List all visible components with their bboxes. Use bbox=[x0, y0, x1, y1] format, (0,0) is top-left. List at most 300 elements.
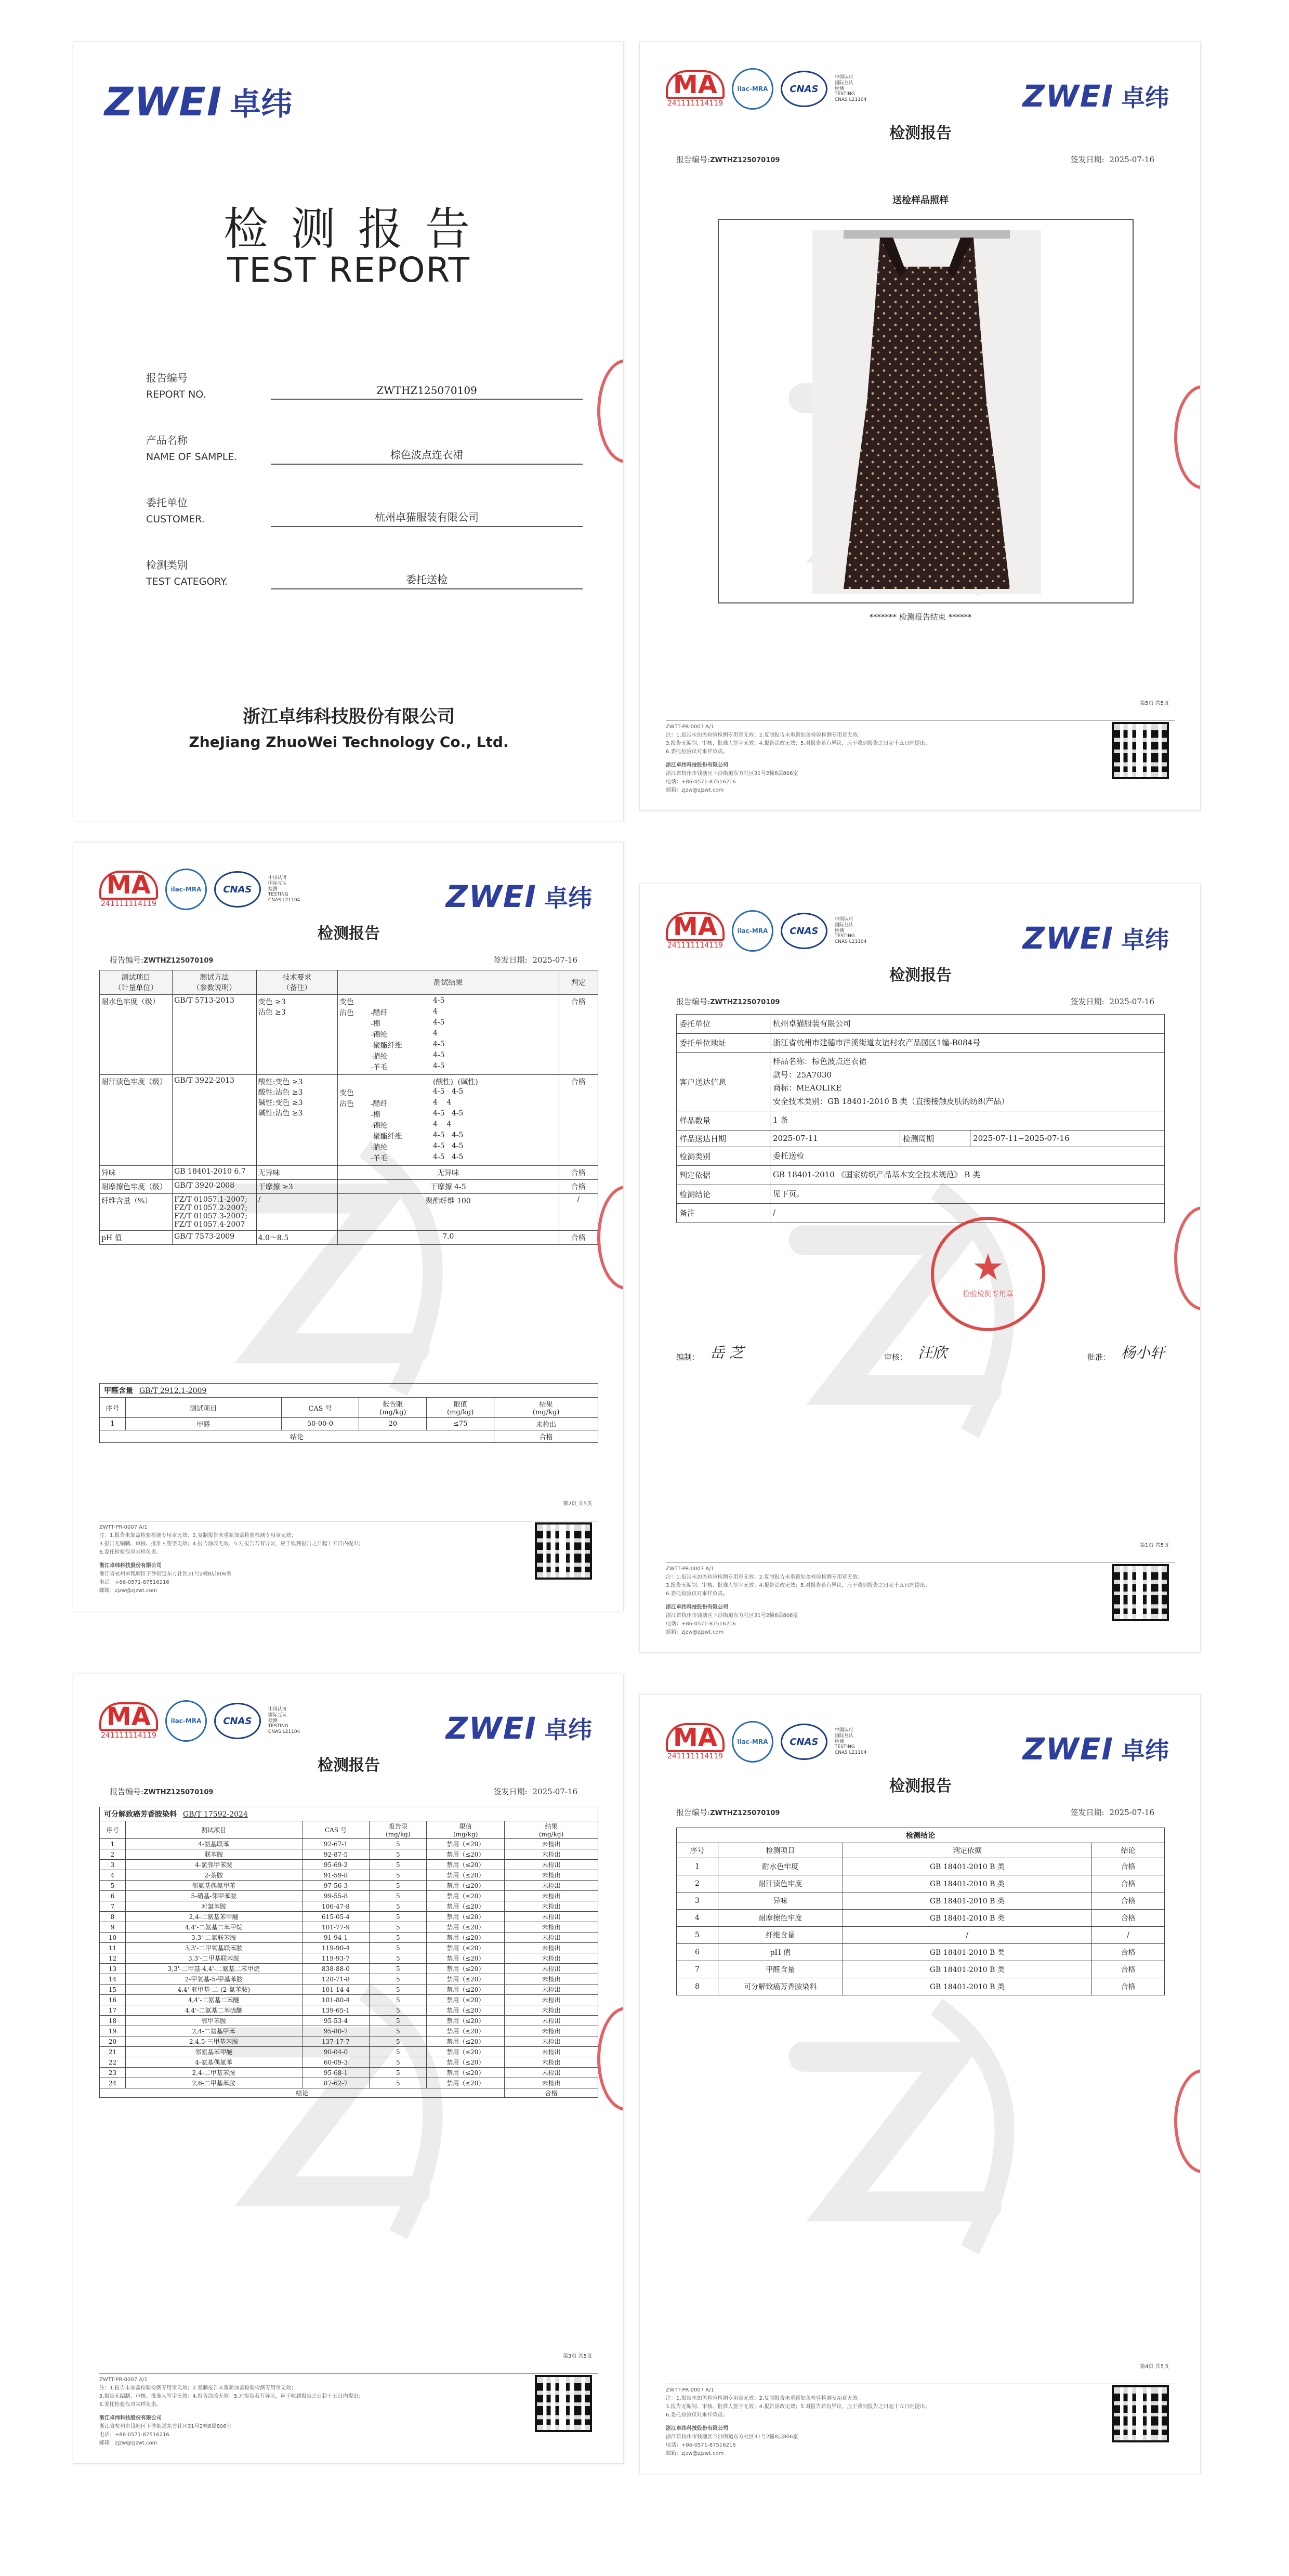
azo-cell: 119-90-4 bbox=[302, 1943, 370, 1953]
seal-edge bbox=[597, 2007, 624, 2111]
azo-cell: 2-萘胺 bbox=[125, 1870, 302, 1881]
results-header-cell: 判定 bbox=[559, 970, 598, 995]
results-header-cell: 测试项目 （计量单位） bbox=[100, 970, 173, 995]
footer-line: 浙江省杭州市钱塘区下沙街道东方社区31号2幢8层806室 bbox=[99, 2424, 232, 2429]
azo-cell: 4,4'-二氨基二苯硫醚 bbox=[125, 2005, 302, 2016]
azo-cell: 5 bbox=[100, 1881, 126, 1891]
info-label: 客户送达信息 bbox=[677, 1053, 770, 1111]
result-fiber: -腈纶 bbox=[370, 1144, 388, 1152]
azo-cell: 21 bbox=[100, 2047, 126, 2057]
azo-cell: 5 bbox=[370, 1881, 427, 1891]
result-grade: 4-5 4-5 bbox=[432, 1087, 464, 1096]
page-number: 第1页 共5页 bbox=[1140, 1543, 1169, 1548]
azo-cell: 未检出 bbox=[505, 1839, 598, 1849]
result-type: 沾色 bbox=[339, 1100, 354, 1108]
report-number-value: ZWTHZ125070109 bbox=[710, 156, 780, 164]
formaldehyde-table bbox=[99, 1397, 598, 1443]
azo-section bbox=[99, 1807, 598, 2098]
cnas-caption-line: TESTING bbox=[834, 934, 855, 939]
report-number-value: ZWTHZ125070109 bbox=[710, 1809, 780, 1817]
qr-code bbox=[535, 2375, 592, 2432]
footer-line: 电话：+86-0571-87516216 bbox=[666, 1621, 736, 1627]
azo-cell: 3 bbox=[100, 1860, 126, 1870]
azo-cell: 未检出 bbox=[505, 1860, 598, 1870]
azo-cell: 10 bbox=[100, 1933, 126, 1943]
results-page bbox=[73, 842, 624, 1611]
issue-date bbox=[1070, 996, 1154, 1007]
seal-text: 检验检测专用章 bbox=[963, 1290, 1014, 1298]
result-line bbox=[339, 1076, 557, 1087]
azo-cell: 5 bbox=[370, 2078, 427, 2088]
summary-cell: 合格 bbox=[1092, 1858, 1165, 1875]
azo-cell: 4-氨基联苯 bbox=[125, 1839, 302, 1849]
result-line bbox=[339, 1087, 557, 1098]
summary-row bbox=[677, 1961, 1165, 1978]
azo-cell: 101-77-9 bbox=[302, 1922, 370, 1933]
info-page bbox=[639, 884, 1201, 1653]
field-value: 委托送检 bbox=[271, 571, 583, 589]
summary-header-cell: 检测项目 bbox=[718, 1843, 843, 1858]
azo-cell: 未检出 bbox=[505, 1974, 598, 1984]
info-value: 1 条 bbox=[770, 1111, 1165, 1131]
result-type bbox=[339, 1040, 371, 1051]
result-line bbox=[339, 1142, 557, 1153]
azo-cell: 5 bbox=[370, 1922, 427, 1933]
azo-row bbox=[100, 1922, 598, 1933]
customer-info-table bbox=[676, 1014, 1165, 1223]
azo-header-row bbox=[100, 1821, 598, 1839]
results-row bbox=[100, 1166, 598, 1180]
cover-field bbox=[146, 370, 583, 432]
formaldehyde-header-cell: 结果 (mg/kg) bbox=[494, 1398, 598, 1418]
zwei-logo bbox=[1023, 78, 1169, 114]
azo-row bbox=[100, 1984, 598, 1995]
azo-cell: 5 bbox=[370, 1933, 427, 1943]
azo-cell: 未检出 bbox=[505, 2016, 598, 2026]
zwei-logo bbox=[446, 879, 592, 914]
footer-line: 6.委托检验仅对来样负责。 bbox=[99, 2402, 162, 2408]
result-fiber bbox=[371, 1087, 433, 1098]
issue-date-label: 签发日期: bbox=[1070, 1808, 1104, 1817]
summary-header-cell: 判定依据 bbox=[843, 1843, 1091, 1858]
azo-header-cell: 序号 bbox=[100, 1821, 126, 1839]
azo-cell: 615-05-4 bbox=[302, 1912, 370, 1922]
field-label-cn: 委托单位 bbox=[146, 496, 188, 509]
report-number bbox=[110, 954, 213, 965]
date-cell: 检测周期 bbox=[900, 1130, 970, 1147]
azo-cell: 97-56-3 bbox=[302, 1881, 370, 1891]
azo-cell: 91-94-1 bbox=[302, 1933, 370, 1943]
summary-table bbox=[676, 1828, 1165, 1995]
azo-cell: 1 bbox=[100, 1839, 126, 1849]
cnas-caption-line: 中国认可 bbox=[834, 917, 853, 922]
result-line bbox=[339, 1062, 557, 1073]
azo-row bbox=[100, 1870, 598, 1881]
ilac-mra-logo: ilac-MRA bbox=[165, 1700, 207, 1742]
requirement: 4.0～8.5 bbox=[256, 1231, 337, 1245]
azo-cell: 禁用（≤20） bbox=[427, 1901, 505, 1912]
footer-line: 注：1.报告未加盖检验检测专用章无效；2.复制报告未重新加盖检验检测专用章无效； bbox=[99, 1533, 297, 1539]
cnas-caption-line: 中国认可 bbox=[834, 75, 853, 80]
issue-date-value: 2025-07-16 bbox=[1109, 1808, 1154, 1817]
azo-cell: 禁用（≤20） bbox=[427, 1881, 505, 1891]
info-row bbox=[677, 1033, 1165, 1053]
result-line bbox=[339, 1040, 557, 1051]
azo-cell: 95-68-1 bbox=[302, 2068, 370, 2078]
azo-row bbox=[100, 1881, 598, 1891]
azo-cell: 5 bbox=[370, 2068, 427, 2078]
azo-cell: 2,4,5-三甲基苯胺 bbox=[125, 2036, 302, 2047]
azo-row bbox=[100, 2078, 598, 2088]
company-name-en: ZheJiang ZhuoWei Technology Co., Ltd. bbox=[189, 733, 509, 751]
page-number: 第2页 共5页 bbox=[563, 1501, 592, 1507]
azo-cell: 11 bbox=[100, 1943, 126, 1953]
azo-cell: 2,4-二氨基苯甲醚 bbox=[125, 1912, 302, 1922]
summary-row bbox=[677, 1875, 1165, 1892]
summary-title: 检测结论 bbox=[677, 1828, 1165, 1843]
azo-cell: 禁用（≤20） bbox=[427, 1995, 505, 2005]
results-header-cell: 技术要求 （备注） bbox=[256, 970, 337, 995]
result-type bbox=[339, 1062, 371, 1073]
logo-chinese: 卓纬 bbox=[1121, 84, 1169, 112]
summary-cell: GB 18401-2010 B 类 bbox=[843, 1944, 1091, 1961]
result-line bbox=[339, 1098, 557, 1109]
requirement: / bbox=[256, 1194, 337, 1231]
azo-cell: 5 bbox=[370, 2036, 427, 2047]
verdict: 合格 bbox=[559, 1231, 598, 1245]
report-header-line bbox=[676, 1807, 1154, 1818]
result-type: 变色 bbox=[339, 998, 354, 1006]
formaldehyde-standard: GB/T 2912.1-2009 bbox=[139, 1387, 207, 1395]
formaldehyde-header-cell: 序号 bbox=[100, 1398, 126, 1418]
cnas-caption-line: 国际互认 bbox=[834, 922, 853, 928]
report-number bbox=[676, 154, 780, 165]
azo-header-cell: 限值 (mg/kg) bbox=[427, 1821, 505, 1839]
result-fiber: -锦纶 bbox=[370, 1031, 388, 1039]
cnas-caption bbox=[835, 1728, 866, 1756]
summary-header-cell: 序号 bbox=[677, 1843, 718, 1858]
azo-cell: 未检出 bbox=[505, 2005, 598, 2016]
signature-row bbox=[676, 1342, 1165, 1362]
info-row bbox=[677, 1166, 1165, 1185]
azo-cell: 13 bbox=[100, 1964, 126, 1974]
azo-cell: 未检出 bbox=[505, 1995, 598, 2005]
cma-number: 241111114119 bbox=[101, 1731, 156, 1740]
azo-cell: 禁用（≤20） bbox=[427, 1933, 505, 1943]
sample-photo-caption: 送检样品照样 bbox=[892, 195, 949, 206]
formaldehyde-title bbox=[99, 1383, 598, 1397]
report-header-line bbox=[110, 954, 577, 965]
footer-line: 注：1.报告未加盖检验检测专用章无效；2.复制报告未重新加盖检验检测专用章无效； bbox=[666, 1574, 863, 1580]
results-row bbox=[100, 1231, 598, 1245]
cnas-caption bbox=[268, 1707, 300, 1735]
signer bbox=[1087, 1342, 1165, 1362]
info-row bbox=[677, 1204, 1165, 1223]
formaldehyde-header-row bbox=[100, 1398, 598, 1418]
footer-line: 6.委托检验仅对来样负责。 bbox=[666, 2412, 728, 2418]
info-row bbox=[677, 1111, 1165, 1131]
azo-row bbox=[100, 2005, 598, 2016]
azo-label: 可分解致癌芳香胺染料 bbox=[104, 1810, 177, 1819]
logo-latin: ZWEI bbox=[445, 879, 537, 914]
cnas-caption bbox=[835, 75, 866, 103]
cnas-caption-line: CNAS L21104 bbox=[834, 1750, 867, 1756]
report-number-value: ZWTHZ125070109 bbox=[710, 998, 780, 1006]
footer-line: 邮箱：zjzw@zjzwt.com bbox=[666, 1629, 724, 1635]
report-footer bbox=[666, 720, 1175, 795]
verdict: 合格 bbox=[559, 995, 598, 1075]
date-row bbox=[677, 1130, 1165, 1147]
azo-cell: 禁用（≤20） bbox=[427, 2057, 505, 2068]
results-header-cell: 测试结果 bbox=[337, 970, 559, 995]
cma-mark: MA bbox=[99, 871, 158, 900]
footer-line: 3.报告无编制、审核、批准人签字无效；4.报告涂改无效；5.对报告若有异议，应于收到报告之日起十五日内提出； bbox=[99, 1541, 364, 1547]
issue-date-label: 签发日期: bbox=[1070, 155, 1104, 164]
azo-cell: 9 bbox=[100, 1922, 126, 1933]
info-value: 样品名称：棕色波点连衣裙 款号：25A7030 商标：MEAOLIKE 安全技术类别：GB 18401-2010 B 类（直接接触皮肤的纺织产品） bbox=[770, 1053, 1165, 1111]
accreditation-logos bbox=[666, 1721, 866, 1763]
info-value: / bbox=[770, 1204, 1165, 1223]
summary-header-row bbox=[677, 1843, 1165, 1858]
report-number bbox=[676, 1807, 780, 1818]
azo-cell: 未检出 bbox=[505, 2026, 598, 2036]
footer-line: 3.报告无编制、审核、批准人签字无效；4.报告涂改无效；5.对报告若有异议，应于收到报告之日起十五日内提出； bbox=[99, 2394, 364, 2399]
formaldehyde-header-cell: 限值 (mg/kg) bbox=[427, 1398, 494, 1418]
field-label-en: REPORT NO. bbox=[146, 389, 206, 400]
cma-number: 241111114119 bbox=[101, 900, 156, 908]
field-label-cn: 报告编号 bbox=[146, 372, 188, 384]
footer-line: 6.委托检验仅对来样负责。 bbox=[666, 1591, 728, 1597]
info-value: 杭州卓猫服装有限公司 bbox=[770, 1015, 1165, 1034]
azo-cell: 禁用（≤20） bbox=[427, 1984, 505, 1995]
report-number-label: 报告编号: bbox=[110, 1787, 144, 1796]
azo-row bbox=[100, 1953, 598, 1964]
result-grade: 4-5 bbox=[432, 996, 445, 1005]
info-label: 检测类别 bbox=[677, 1147, 770, 1166]
page-number: 第4页 共5页 bbox=[1140, 2364, 1169, 2370]
azo-cell: 23 bbox=[100, 2068, 126, 2078]
test-result: 干摩擦 4-5 bbox=[337, 1180, 559, 1194]
test-method: GB/T 5713-2013 bbox=[173, 995, 257, 1075]
report-number-value: ZWTHZ125070109 bbox=[143, 957, 214, 965]
summary-row bbox=[677, 1858, 1165, 1875]
result-fiber: -羊毛 bbox=[370, 1063, 388, 1072]
cnas-caption-line: 国际互认 bbox=[268, 880, 287, 886]
cnas-caption-line: 中国认可 bbox=[268, 875, 287, 880]
summary-cell: 可分解致癌芳香胺染料 bbox=[718, 1978, 843, 1995]
result-grade: 4-5 4-5 bbox=[432, 1131, 464, 1139]
result-grade: 4-5 bbox=[432, 1062, 445, 1070]
qr-code bbox=[1112, 722, 1169, 779]
footer-line: 邮箱：zjzw@zjzwt.com bbox=[99, 1588, 157, 1594]
ilac-mra-logo: ilac-MRA bbox=[732, 1721, 773, 1763]
field-label-cn: 产品名称 bbox=[146, 434, 188, 446]
cnas-caption-line: TESTING bbox=[834, 1744, 855, 1750]
date-cell: 2025-07-11 bbox=[770, 1130, 900, 1147]
azo-row bbox=[100, 2068, 598, 2078]
zwei-logo bbox=[1023, 921, 1169, 956]
azo-cell: 5-硝基-邻甲苯胺 bbox=[125, 1891, 302, 1901]
azo-cell: 95-80-7 bbox=[302, 2026, 370, 2036]
formaldehyde-label: 甲醛含量 bbox=[104, 1387, 133, 1395]
azo-cell: 5 bbox=[370, 1901, 427, 1912]
info-row bbox=[677, 1147, 1165, 1166]
logo-latin: ZWEI bbox=[104, 78, 223, 125]
azo-cell: 99-55-8 bbox=[302, 1891, 370, 1901]
qr-code bbox=[1112, 2385, 1169, 2442]
azo-cell: 91-59-8 bbox=[302, 1870, 370, 1881]
result-type bbox=[339, 1076, 371, 1087]
seal-edge bbox=[1174, 2069, 1201, 2173]
footer-line: 浙江省杭州市钱塘区下沙街道东方社区31号2幢8层806室 bbox=[666, 2434, 798, 2440]
cover-field bbox=[146, 494, 583, 557]
info-label: 委托单位 bbox=[677, 1015, 770, 1034]
azo-standard: GB/T 17592-2024 bbox=[183, 1810, 248, 1819]
azo-cell: 禁用（≤20） bbox=[427, 1953, 505, 1964]
cnas-caption bbox=[268, 875, 300, 903]
azo-cell: 5 bbox=[370, 2047, 427, 2057]
cma-mark: MA bbox=[666, 70, 725, 99]
field-value: ZWTHZ125070109 bbox=[271, 384, 583, 400]
result-fiber: -锦纶 bbox=[370, 1122, 388, 1130]
azo-row bbox=[100, 2047, 598, 2057]
result-grade: 4-5 4-5 bbox=[432, 1109, 464, 1118]
results-row bbox=[100, 995, 598, 1075]
footer-line: 注：1.报告未加盖检验检测专用章无效；2.复制报告未重新加盖检验检测专用章无效； bbox=[666, 732, 863, 738]
azo-cell: 联苯胺 bbox=[125, 1849, 302, 1860]
azo-cell: 4,4'-二氨基二苯甲烷 bbox=[125, 1922, 302, 1933]
footer-line: ZWTT-PR-0007 A/1 bbox=[666, 1562, 1175, 1573]
azo-cell: 未检出 bbox=[505, 1881, 598, 1891]
azo-cell: 3,3'-二甲基联苯胺 bbox=[125, 1953, 302, 1964]
footer-line: 浙江省杭州市钱塘区下沙街道东方社区31号2幢8层806室 bbox=[666, 771, 798, 777]
azo-cell: 5 bbox=[370, 1995, 427, 2005]
cnas-logo: CNAS bbox=[214, 871, 261, 908]
results-row bbox=[100, 1180, 598, 1194]
formaldehyde-section bbox=[99, 1383, 598, 1443]
result-fiber bbox=[371, 1076, 433, 1087]
signature: 汪欣 bbox=[917, 1344, 947, 1361]
date-cell: 样品送达日期 bbox=[677, 1130, 770, 1147]
azo-cell: 禁用（≤20） bbox=[427, 1891, 505, 1901]
cma-logo bbox=[666, 1723, 725, 1760]
signature: 岳 芝 bbox=[710, 1344, 744, 1361]
test-result: 7.0 bbox=[337, 1231, 559, 1245]
summary-page bbox=[639, 1694, 1201, 2474]
seal-edge bbox=[597, 359, 624, 463]
result-fiber: -聚酯纤维 bbox=[370, 1042, 402, 1050]
info-label: 检测结论 bbox=[677, 1185, 770, 1204]
result-type bbox=[339, 1029, 371, 1040]
report-number-label: 报告编号: bbox=[676, 155, 711, 164]
azo-cell: 22 bbox=[100, 2057, 126, 2068]
cnas-caption-line: 中国认可 bbox=[834, 1728, 853, 1733]
cma-number: 241111114119 bbox=[667, 99, 723, 108]
date-cell: 2025-07-11~2025-07-16 bbox=[970, 1130, 1165, 1147]
info-value: 见下页。 bbox=[770, 1185, 1165, 1204]
cma-logo bbox=[666, 912, 725, 950]
azo-cell: 未检出 bbox=[505, 2047, 598, 2057]
azo-cell: 4-氨基偶氮苯 bbox=[125, 2057, 302, 2068]
field-value: 杭州卓猫服装有限公司 bbox=[271, 509, 583, 527]
azo-row bbox=[100, 1891, 598, 1901]
cnas-caption-line: 国际互认 bbox=[834, 80, 853, 86]
company-name-cn: 浙江卓纬科技股份有限公司 bbox=[243, 706, 455, 727]
cnas-caption-line: TESTING bbox=[268, 892, 288, 898]
test-item: 异味 bbox=[100, 1166, 173, 1180]
issue-date-label: 签发日期: bbox=[493, 955, 528, 965]
azo-cell: 838-88-0 bbox=[302, 1964, 370, 1974]
footer-line: 浙江卓纬科技股份有限公司 bbox=[666, 763, 728, 768]
issue-date bbox=[1070, 154, 1154, 165]
summary-cell: GB 18401-2010 B 类 bbox=[843, 1910, 1091, 1927]
azo-cell: 禁用（≤20） bbox=[427, 1860, 505, 1870]
azo-cell: 5 bbox=[370, 2057, 427, 2068]
cnas-caption-line: CNAS L21104 bbox=[268, 1729, 300, 1735]
azo-cell: 禁用（≤20） bbox=[427, 2016, 505, 2026]
summary-cell: 合格 bbox=[1092, 1910, 1165, 1927]
summary-cell: 合格 bbox=[1092, 1944, 1165, 1961]
azo-cell: 5 bbox=[370, 2016, 427, 2026]
formaldehyde-conclusion-row bbox=[100, 1430, 598, 1443]
result-grade: 4 bbox=[432, 1007, 438, 1016]
test-item: 纤维含量（%） bbox=[100, 1194, 173, 1231]
verdict: / bbox=[559, 1194, 598, 1231]
cma-mark: MA bbox=[99, 1702, 158, 1731]
logo-latin: ZWEI bbox=[1022, 78, 1114, 114]
summary-cell: 2 bbox=[677, 1875, 718, 1892]
summary-cell: 耐水色牢度 bbox=[718, 1858, 843, 1875]
azo-cell: 邻氨基偶氮甲苯 bbox=[125, 1881, 302, 1891]
report-number-value: ZWTHZ125070109 bbox=[143, 1789, 214, 1796]
issue-date bbox=[493, 1786, 577, 1797]
conclusion-value: 合格 bbox=[494, 1430, 598, 1443]
cma-logo bbox=[99, 1702, 158, 1740]
photo-page bbox=[639, 42, 1201, 811]
cnas-caption-line: TESTING bbox=[834, 91, 855, 97]
zwei-logo bbox=[446, 1711, 592, 1746]
cnas-caption-line: 检测 bbox=[834, 928, 844, 934]
report-number bbox=[676, 996, 780, 1007]
azo-dyes-page bbox=[73, 1674, 624, 2464]
info-label: 委托单位地址 bbox=[677, 1033, 770, 1053]
formaldehyde-cell: 20 bbox=[359, 1418, 427, 1430]
requirement: 酸性:变色 ≥3 酸性:沾色 ≥3 碱性:变色 ≥3 碱性:沾色 ≥3 bbox=[256, 1075, 337, 1166]
azo-cell: 未检出 bbox=[505, 1922, 598, 1933]
footer-line: 6.委托检验仅对来样负责。 bbox=[99, 1549, 162, 1555]
azo-cell: 禁用（≤20） bbox=[427, 1964, 505, 1974]
summary-cell: 7 bbox=[677, 1961, 718, 1978]
cnas-caption-line: 检测 bbox=[268, 886, 278, 892]
summary-row bbox=[677, 1978, 1165, 1995]
result-line bbox=[339, 1007, 557, 1018]
summary-cell: GB 18401-2010 B 类 bbox=[843, 1961, 1091, 1978]
result-type bbox=[339, 1109, 371, 1120]
summary-cell: 3 bbox=[677, 1892, 718, 1910]
test-method: GB/T 3920-2008 bbox=[173, 1180, 257, 1194]
seal-edge bbox=[1174, 385, 1201, 489]
result-grade: 4-5 4-5 bbox=[432, 1142, 464, 1150]
footer-line: 3.报告无编制、审核、批准人签字无效；4.报告涂改无效；5.对报告若有异议，应于收到报告之日起十五日内提出； bbox=[666, 1583, 930, 1588]
cnas-caption-line: TESTING bbox=[268, 1724, 288, 1729]
azo-header-cell: CAS 号 bbox=[302, 1821, 370, 1839]
azo-cell: 5 bbox=[370, 1839, 427, 1849]
test-method: GB/T 3922-2013 bbox=[173, 1075, 257, 1166]
azo-conclusion-row bbox=[100, 2088, 598, 2098]
azo-title bbox=[99, 1807, 598, 1821]
issue-date-value: 2025-07-16 bbox=[532, 955, 577, 965]
formaldehyde-header-cell: 报告限 (mg/kg) bbox=[359, 1398, 427, 1418]
